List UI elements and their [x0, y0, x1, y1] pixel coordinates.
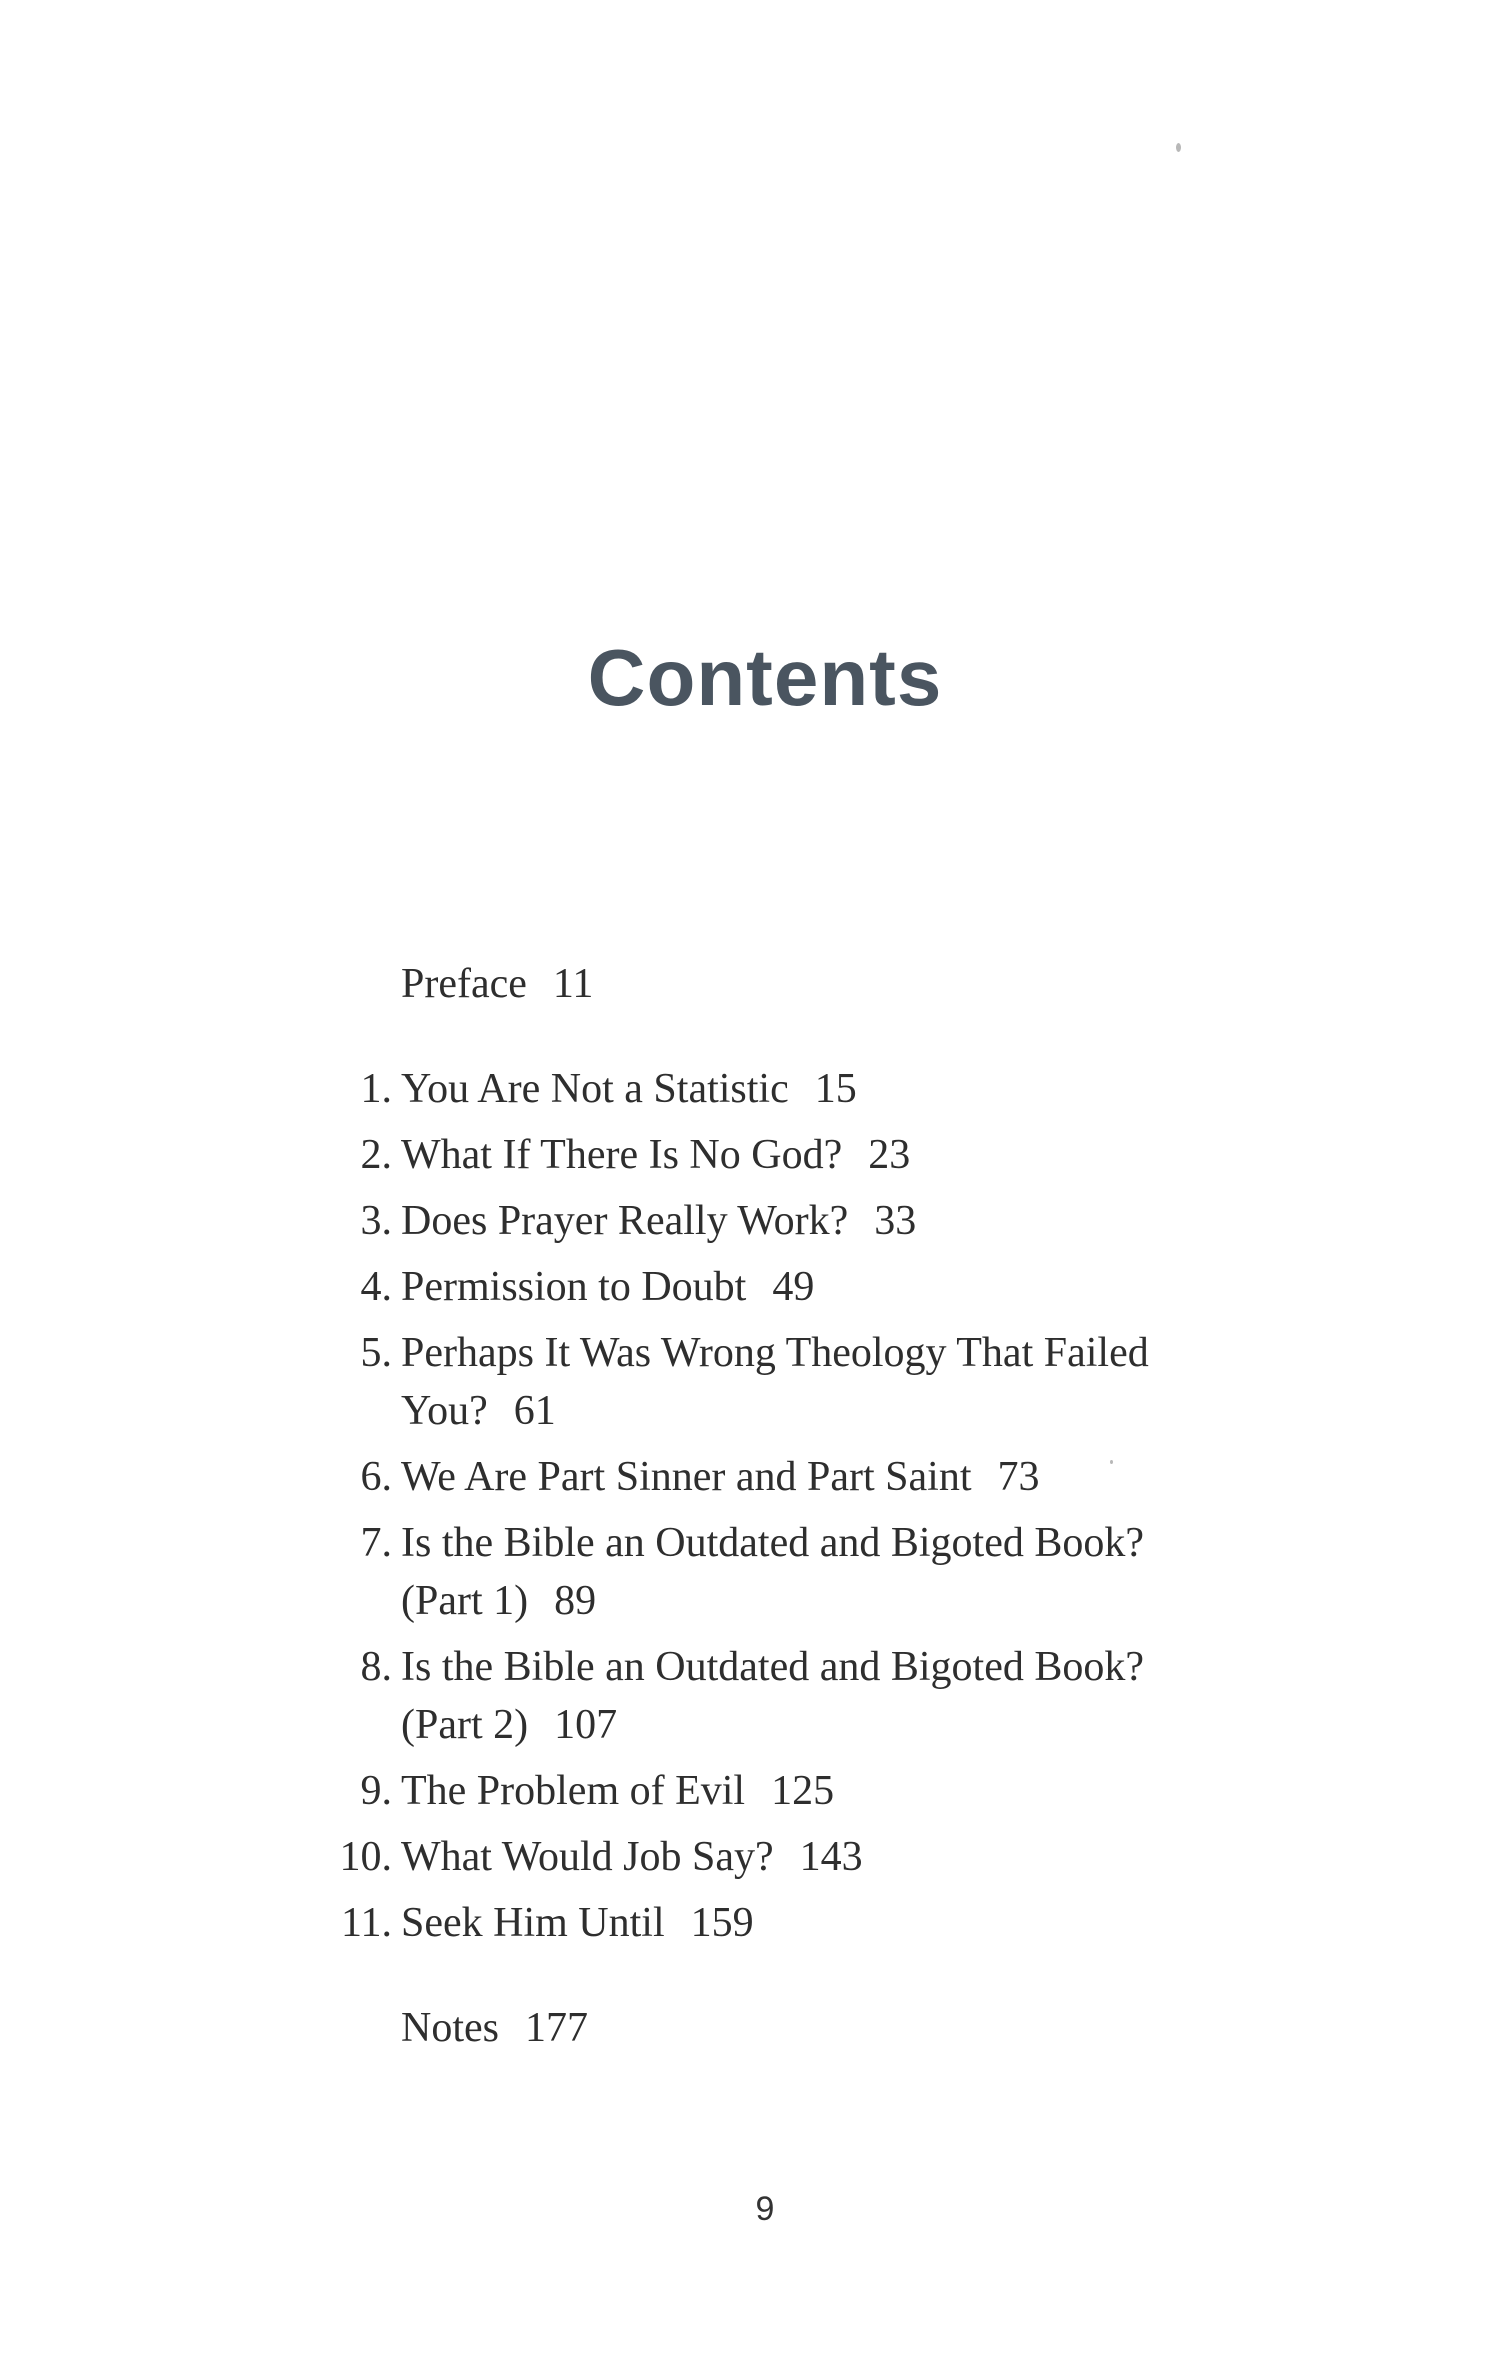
toc-chapter-number: 5. [360, 1330, 392, 1376]
toc-chapter-title: You Are Not a Statistic [401, 1066, 789, 1112]
toc-entry-chapter-7-continued [401, 1572, 596, 1630]
toc-entry-label: Notes [401, 2005, 499, 2051]
toc-chapter-page: 143 [799, 1834, 863, 1880]
toc-entry-chapter-5-continued [401, 1382, 556, 1440]
toc-chapter-title-continued: (Part 2) [401, 1702, 529, 1748]
toc-chapter-page: 15 [814, 1066, 857, 1112]
toc-chapter-title-continued: You? [401, 1388, 488, 1434]
scan-speck [1176, 143, 1181, 152]
toc-chapter-title: We Are Part Sinner and Part Saint [401, 1454, 972, 1500]
page-title: Contents [587, 633, 943, 722]
toc-entry-chapter-8-continued [401, 1696, 617, 1754]
toc-entry-page: 11 [552, 961, 594, 1007]
toc-chapter-page: 89 [554, 1578, 597, 1624]
toc-entry-page: 177 [525, 2005, 588, 2051]
toc-entry-notes [401, 1999, 588, 2057]
toc-chapter-page: 73 [997, 1454, 1040, 1500]
toc-chapter-title: Is the Bible an Outdated and Bigoted Book? [401, 1520, 1145, 1566]
toc-chapter-number: 8. [360, 1644, 392, 1690]
toc-chapter-page: 33 [874, 1198, 917, 1244]
toc-chapter-number: 6. [360, 1454, 392, 1500]
toc-entry-preface [401, 955, 593, 1013]
page-number: 9 [755, 2190, 775, 2228]
toc-chapter-page: 23 [868, 1132, 911, 1178]
toc-entry-label: Preface [401, 961, 527, 1007]
toc-chapter-page: 125 [771, 1768, 835, 1814]
toc-chapter-title: The Problem of Evil [401, 1768, 746, 1814]
toc-chapter-title: Seek Him Until [401, 1900, 665, 1946]
toc-chapter-page: 107 [554, 1702, 618, 1748]
toc-chapter-number: 9. [360, 1768, 392, 1814]
toc-chapter-title: Perhaps It Was Wrong Theology That Failed [401, 1330, 1149, 1376]
toc-chapter-number: 4. [360, 1264, 392, 1310]
toc-chapter-title-continued: (Part 1) [401, 1578, 529, 1624]
toc-chapter-title: What If There Is No God? [401, 1132, 843, 1178]
toc-chapter-number: 2. [360, 1132, 392, 1178]
toc-chapter-title: What Would Job Say? [401, 1834, 774, 1880]
toc-chapter-title: Is the Bible an Outdated and Bigoted Book? [401, 1644, 1145, 1690]
toc-chapter-page: 49 [772, 1264, 815, 1310]
toc-chapter-page: 61 [513, 1388, 556, 1434]
scan-speck [1110, 1460, 1113, 1464]
toc-chapter-number: 7. [360, 1520, 392, 1566]
toc-chapter-title: Permission to Doubt [401, 1264, 747, 1310]
toc-chapter-title: Does Prayer Really Work? [401, 1198, 849, 1244]
toc-chapter-number: 11. [341, 1900, 392, 1946]
toc-chapter-number: 1. [360, 1066, 392, 1112]
toc-chapter-number: 3. [360, 1198, 392, 1244]
toc-chapter-number: 10. [339, 1834, 392, 1880]
toc-chapter-page: 159 [690, 1900, 754, 1946]
